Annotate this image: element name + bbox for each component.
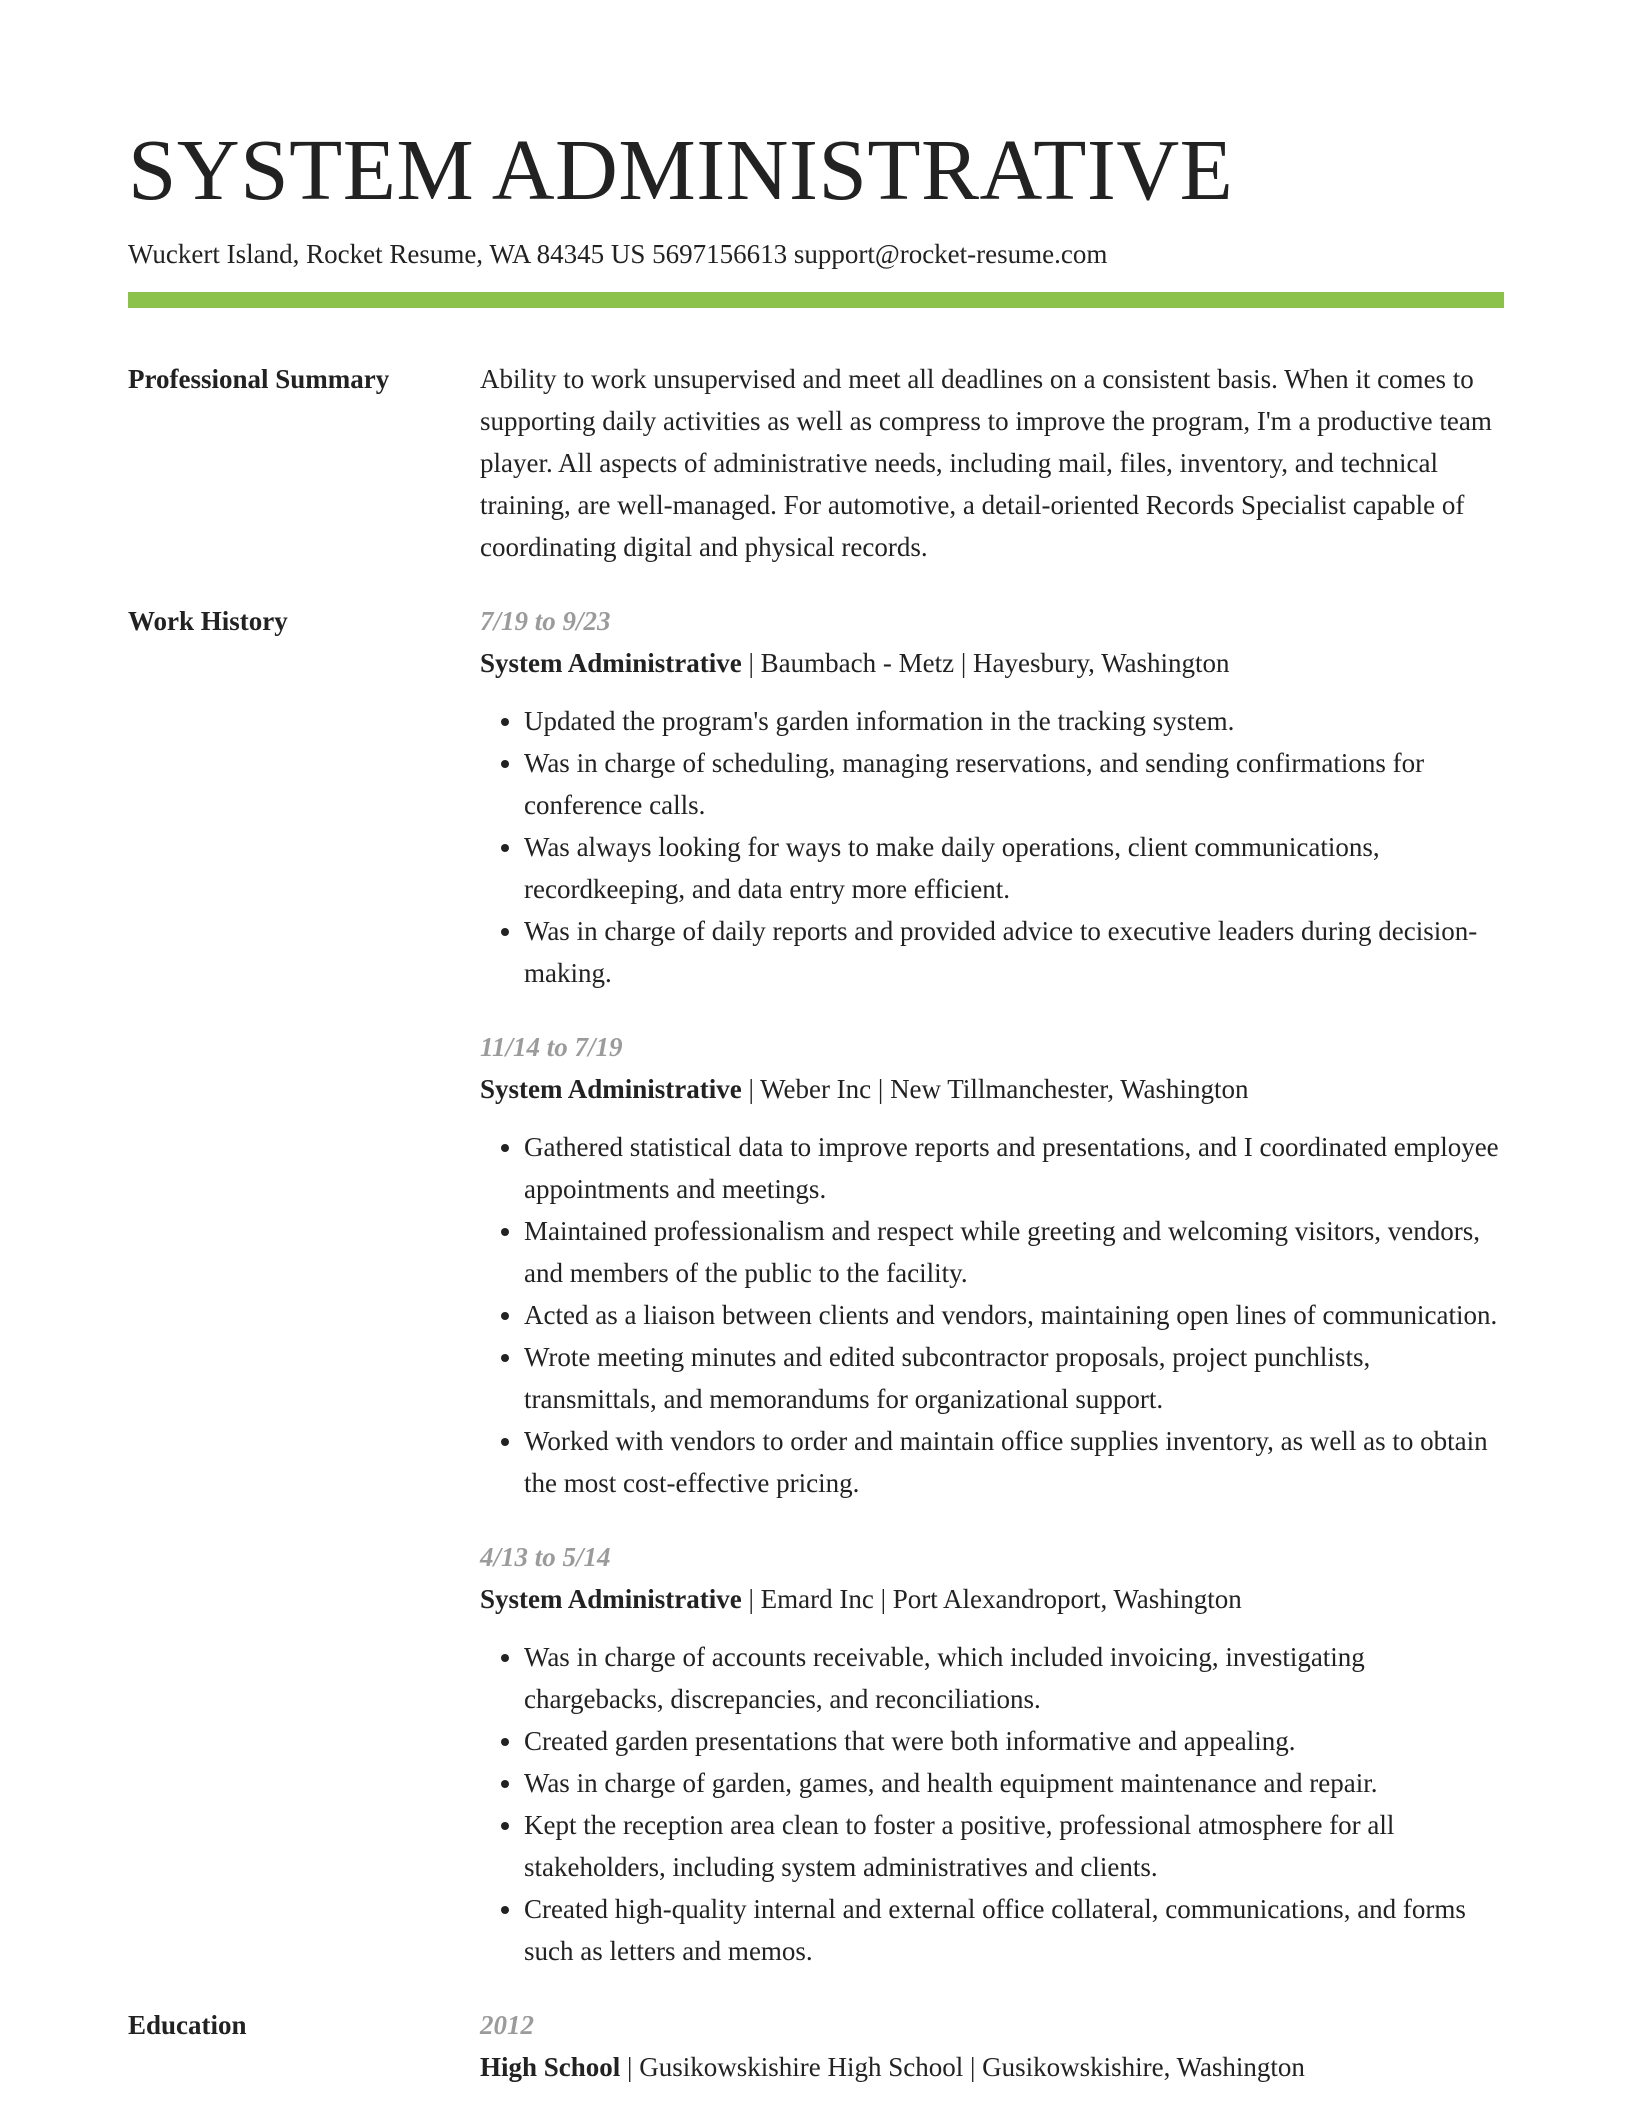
job-dates: 11/14 to 7/19 [480, 1032, 623, 1062]
work-history-body [480, 600, 1504, 1972]
education-year: 2012 [480, 2010, 534, 2040]
resume-name: SYSTEM ADMINISTRATIVE [128, 121, 1234, 218]
summary-body [480, 358, 1504, 568]
education-degree: High School [480, 2052, 621, 2082]
job-duty: • Was always looking for ways to make daily operations, client communications, recordkeeping, and data entry more efficient. [524, 826, 1504, 910]
job-entry [480, 600, 1504, 994]
section-title-work-history: Work History [128, 606, 288, 636]
contact-info: Wuckert Island, Rocket Resume, WA 84345 US 5697156613 support@rocket-resume.com [128, 239, 1108, 269]
job-title: System Administrative [480, 648, 742, 678]
job-duties-list [480, 700, 1504, 994]
job-employer-location: | Baumbach - Metz | Hayesbury, Washington [741, 648, 1230, 678]
job-duty: • Created high-quality internal and external office collateral, communications, and forms such as letters and memos. [524, 1888, 1504, 1972]
job-duty: • Worked with vendors to order and maintain office supplies inventory, as well as to obtain the most cost-effective pricing. [524, 1420, 1504, 1504]
section-title-education: Education [128, 2010, 247, 2040]
job-duties-list [480, 1126, 1504, 1504]
education-body [480, 2004, 1504, 2088]
job-duty: • Created garden presentations that were both informative and appealing. [524, 1720, 1504, 1762]
section-title-summary: Professional Summary [128, 364, 390, 394]
job-title: System Administrative [480, 1074, 742, 1104]
accent-divider [128, 292, 1504, 308]
job-duty: • Wrote meeting minutes and edited subcontractor proposals, project punchlists, transmittals, and memorandums for organizational support. [524, 1336, 1504, 1420]
job-duty: • Was in charge of scheduling, managing reservations, and sending confirmations for conference calls. [524, 742, 1504, 826]
job-employer-location: | Weber Inc | New Tillmanchester, Washington [741, 1074, 1249, 1104]
job-entry [480, 1536, 1504, 1972]
resume-page [128, 0, 1504, 2088]
job-title: System Administrative [480, 1584, 742, 1614]
job-heading [480, 642, 1504, 684]
job-heading [480, 1068, 1504, 1110]
education-heading [480, 2046, 1504, 2088]
summary-text: Ability to work unsupervised and meet all deadlines on a consistent basis. When it comes to supporting daily activities as well as compress to improve the program, I'm a productive team player. All aspects of administrative needs, including mail, files, inventory, and technical training, are well-managed. For automotive, a detail-oriented Records Specialist capable of coordinating digital and physical records. [480, 364, 1492, 562]
job-duties-list [480, 1636, 1504, 1972]
work-history-section [128, 600, 1504, 1972]
job-employer-location: | Emard Inc | Port Alexandroport, Washington [741, 1584, 1242, 1614]
job-duty: • Was in charge of garden, games, and health equipment maintenance and repair. [524, 1762, 1504, 1804]
education-section [128, 2004, 1504, 2088]
professional-summary-section [128, 358, 1504, 568]
job-duty: • Updated the program's garden information in the tracking system. [524, 700, 1504, 742]
job-duty: • Maintained professionalism and respect while greeting and welcoming visitors, vendors, and members of the public to the facility. [524, 1210, 1504, 1294]
job-dates: 4/13 to 5/14 [480, 1542, 611, 1572]
job-dates: 7/19 to 9/23 [480, 606, 611, 636]
job-entry [480, 1026, 1504, 1504]
job-duty: • Was in charge of accounts receivable, which included invoicing, investigating chargebacks, discrepancies, and reconciliations. [524, 1636, 1504, 1720]
job-duty: • Was in charge of daily reports and provided advice to executive leaders during decision-making. [524, 910, 1504, 994]
education-school-location: | Gusikowskishire High School | Gusikowskishire, Washington [620, 2052, 1305, 2082]
job-duty: • Acted as a liaison between clients and vendors, maintaining open lines of communication. [524, 1294, 1504, 1336]
job-heading [480, 1578, 1504, 1620]
job-duty: • Kept the reception area clean to foster a positive, professional atmosphere for all stakeholders, including system administratives and clients. [524, 1804, 1504, 1888]
job-duty: • Gathered statistical data to improve reports and presentations, and I coordinated employee appointments and meetings. [524, 1126, 1504, 1210]
